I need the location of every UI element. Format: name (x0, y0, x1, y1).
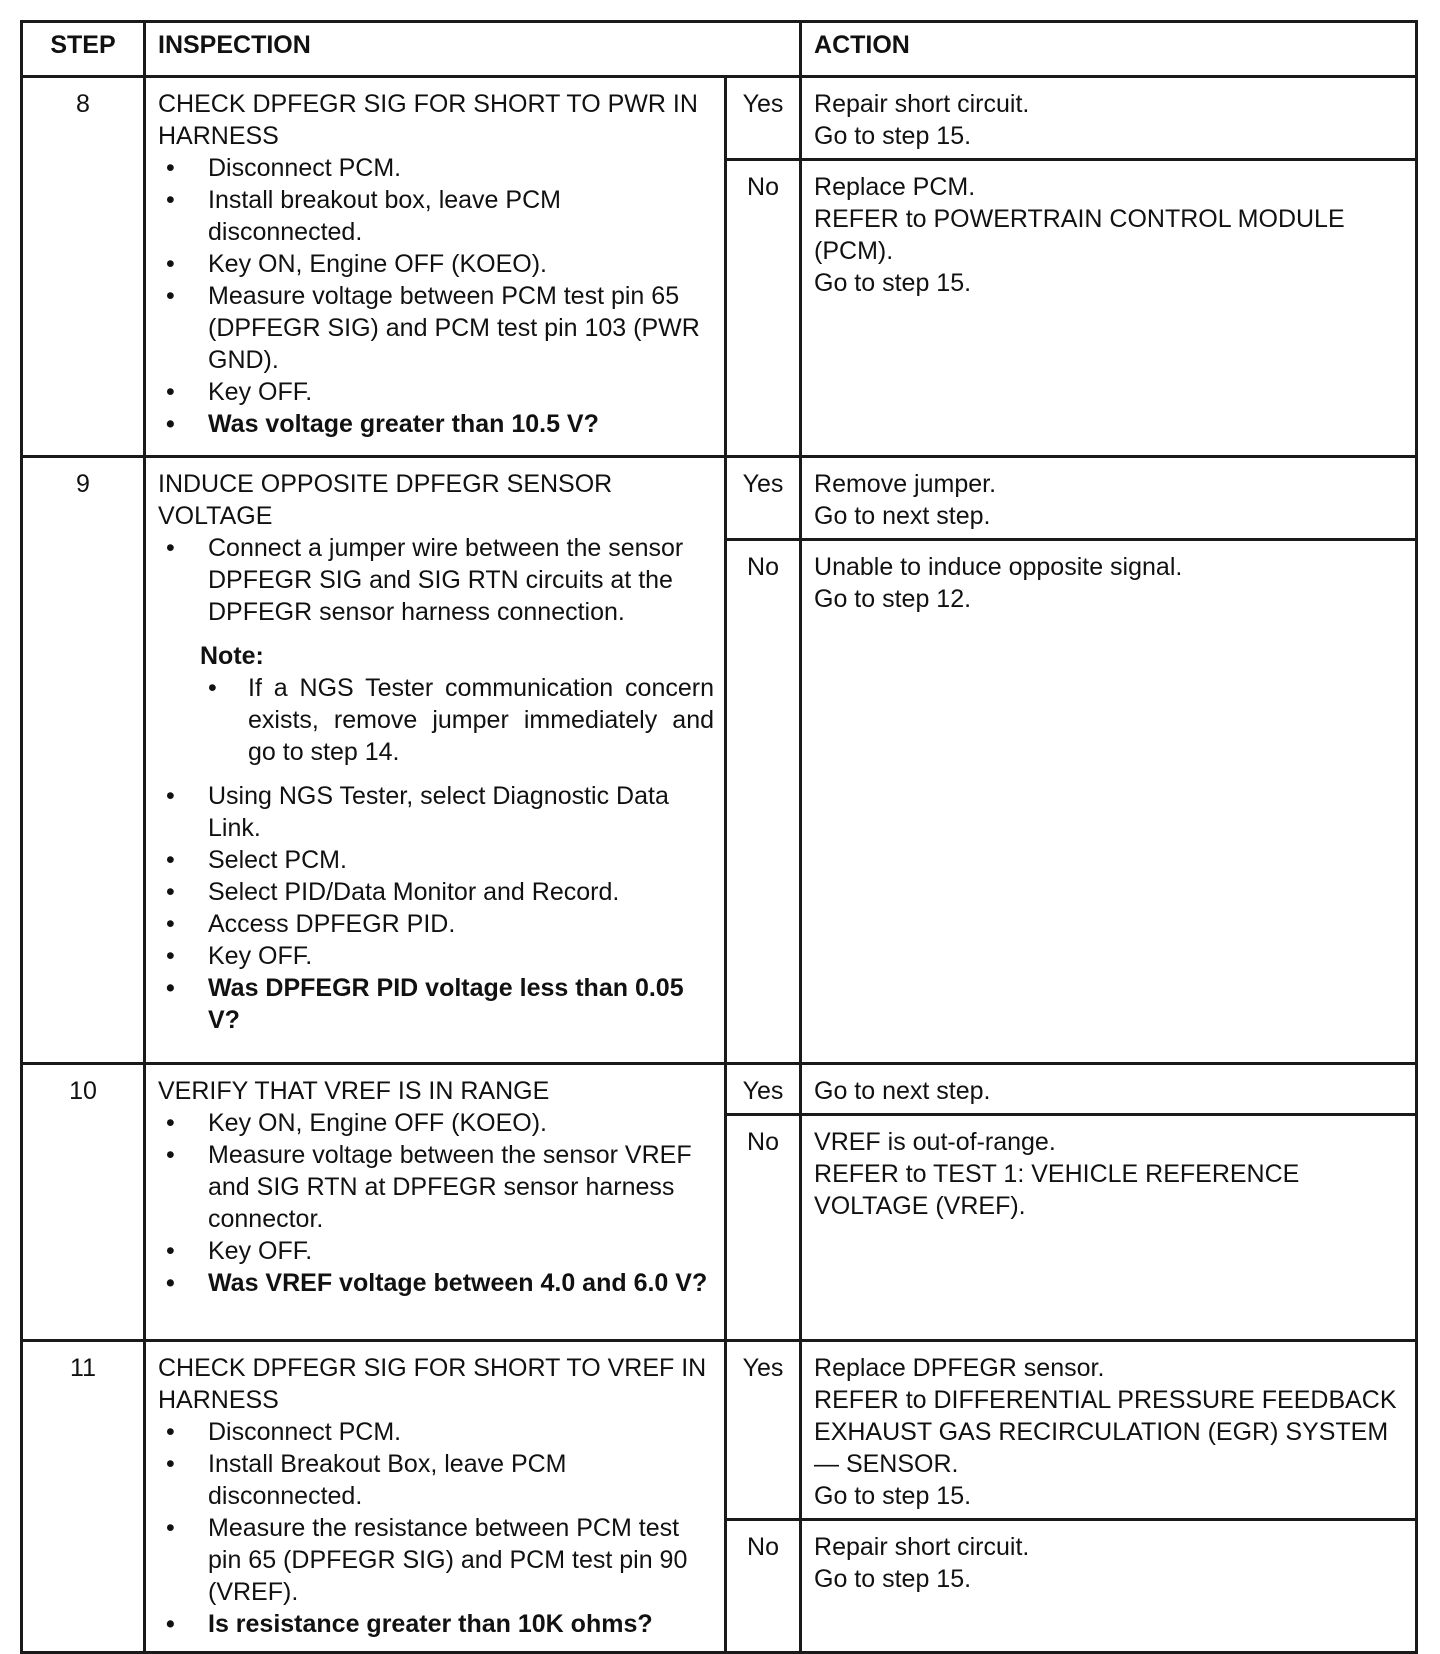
step-title: CHECK DPFEGR SIG FOR SHORT TO VREF IN HARNESS (158, 1354, 707, 1414)
action-line: Go to next step. (814, 502, 991, 530)
step-title: INDUCE OPPOSITE DPFEGR SENSOR VOLTAGE (158, 470, 613, 530)
bullet-item: • Access DPFEGR PID. (158, 908, 714, 940)
yes-label: Yes (726, 1341, 801, 1520)
bullet-list (158, 1107, 714, 1299)
step-8-inspection (145, 77, 726, 457)
yes-action (801, 1064, 1417, 1115)
step-11-inspection (145, 1341, 726, 1653)
bullet-item: • Key OFF. (158, 940, 714, 972)
step-9-inspection (145, 457, 726, 1064)
step-number: 11 (22, 1341, 145, 1653)
yes-label: Yes (726, 457, 801, 540)
step-9-yes-row (22, 457, 1417, 540)
bullet-item: • Using NGS Tester, select Diagnostic Data Link. (158, 780, 714, 844)
bullet-item: • Measure voltage between the sensor VREF and SIG RTN at DPFEGR sensor harness connector. (158, 1139, 714, 1235)
action-line: Go to step 15. (814, 122, 972, 150)
bullet-item: • Key OFF. (158, 376, 714, 408)
bullet-item: • Key OFF. (158, 1235, 714, 1267)
question-item: • Was voltage greater than 10.5 V? (158, 408, 714, 440)
diagnostic-table (20, 20, 1418, 1654)
yes-action (801, 457, 1417, 540)
bullet-item: • Connect a jumper wire between the sensor DPFEGR SIG and SIG RTN circuits at the DPFEGR sensor harness connection. (158, 532, 714, 628)
bullet-item: • Select PID/Data Monitor and Record. (158, 876, 714, 908)
action-line: VREF is out-of-range. (814, 1128, 1056, 1156)
question-item: • Was VREF voltage between 4.0 and 6.0 V? (158, 1267, 714, 1299)
bullet-item: • Measure the resistance between PCM test pin 65 (DPFEGR SIG) and PCM test pin 90 (VREF). (158, 1512, 714, 1608)
action-line: REFER to TEST 1: VEHICLE REFERENCE VOLTAGE (VREF). (814, 1160, 1300, 1220)
no-action (801, 160, 1417, 457)
question-item: • Is resistance greater than 10K ohms? (158, 1608, 714, 1640)
action-line: Go to step 15. (814, 269, 972, 297)
bullet-item: • Disconnect PCM. (158, 152, 714, 184)
yes-label: Yes (726, 77, 801, 160)
bullet-item: • Select PCM. (158, 844, 714, 876)
bullet-item: • Key ON, Engine OFF (KOEO). (158, 1107, 714, 1139)
step-10-yes-row (22, 1064, 1417, 1115)
bullet-item: • Key ON, Engine OFF (KOEO). (158, 248, 714, 280)
action-line: Go to step 15. (814, 1565, 972, 1593)
note-item: • If a NGS Tester communication concern exists, remove jumper immediately and go to step 14. (200, 672, 714, 768)
header-action: ACTION (801, 22, 1417, 77)
no-label: No (726, 540, 801, 1064)
no-action (801, 1520, 1417, 1653)
action-line: Replace DPFEGR sensor. (814, 1354, 1105, 1382)
note-label: Note: (200, 642, 264, 670)
bullet-list (158, 152, 714, 440)
action-line: Replace PCM. (814, 173, 976, 201)
header-row (22, 22, 1417, 77)
no-label: No (726, 1520, 801, 1653)
step-11-yes-row (22, 1341, 1417, 1520)
question-item: • Was DPFEGR PID voltage less than 0.05 V? (158, 972, 714, 1036)
note-list (200, 672, 714, 768)
header-step: STEP (22, 22, 145, 77)
header-inspection: INSPECTION (145, 22, 801, 77)
yes-action (801, 1341, 1417, 1520)
step-title: CHECK DPFEGR SIG FOR SHORT TO PWR IN HARNESS (158, 90, 698, 150)
action-line: Remove jumper. (814, 470, 997, 498)
step-number: 9 (22, 457, 145, 1064)
bullet-item: • Measure voltage between PCM test pin 65 (DPFEGR SIG) and PCM test pin 103 (PWR GND). (158, 280, 714, 376)
action-line: REFER to DIFFERENTIAL PRESSURE FEEDBACK EXHAUST GAS RECIRCULATION (EGR) SYSTEM — SENSOR. (814, 1386, 1397, 1478)
action-line: Go to next step. (814, 1077, 991, 1105)
bullet-list (158, 532, 714, 628)
bullet-list (158, 780, 714, 1036)
note-block (200, 640, 714, 768)
bullet-item: • Install breakout box, leave PCM disconnected. (158, 184, 714, 248)
action-line: Go to step 15. (814, 1482, 972, 1510)
bullet-item: • Install Breakout Box, leave PCM disconnected. (158, 1448, 714, 1512)
step-number: 8 (22, 77, 145, 457)
no-label: No (726, 1115, 801, 1341)
action-line: Unable to induce opposite signal. (814, 553, 1183, 581)
no-action (801, 1115, 1417, 1341)
bullet-item: • Disconnect PCM. (158, 1416, 714, 1448)
step-8-yes-row (22, 77, 1417, 160)
step-number: 10 (22, 1064, 145, 1341)
no-label: No (726, 160, 801, 457)
action-line: REFER to POWERTRAIN CONTROL MODULE (PCM). (814, 205, 1345, 265)
no-action (801, 540, 1417, 1064)
step-title: VERIFY THAT VREF IS IN RANGE (158, 1077, 550, 1105)
step-10-inspection (145, 1064, 726, 1341)
action-line: Repair short circuit. (814, 1533, 1030, 1561)
yes-action (801, 77, 1417, 160)
yes-label: Yes (726, 1064, 801, 1115)
action-line: Repair short circuit. (814, 90, 1030, 118)
action-line: Go to step 12. (814, 585, 972, 613)
bullet-list (158, 1416, 714, 1640)
